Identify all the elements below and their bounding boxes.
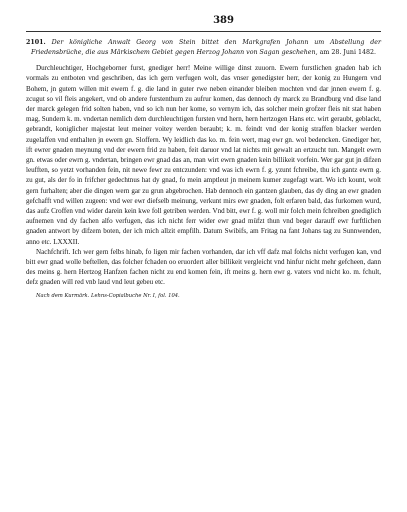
letter-paragraph: Durchleuchtiger, Hochgeborner furst, gnediger herr! Meine willige dinst zuuorn. Ewern furstlichen gnaden hab ich vormals zu entboten vnd geschriben, das ich gern verfugen wolt, das vnser genedigster herr, der konig zu Hungern vnd Bohem, jn gutem willen mit ewern f. g. die land in guter rwe neben einander bleiben mochten vnd dar jnnen ewern f. g. zcugut so vil fleis angekert, vnd ob andere furstenthum zu aufrur komen, das dennoch dy marck zu Brandburg vnd dise land der marck gelegen frid solten haben, vnd so ich nun her kome, so vernym ich, das solcher mein grofzer fleis nit stat haben mag, Sundern k. m. vndertan nemlich dem durchleuchtigen fursten vnd hern, hern hertzogen Hans etc. wirt geraubt, geblackt, gebrandt, koniglicher majestat leut meiner voitey werden beraubt; k. m. feindt vnd der konig straffen blacker werden zugelaffen vnd enthalten jn ewern gn. Sloffern. Wy leidlich das ko. m. fein wert, mag ewr gn. wol bedencken. Gnediger her, ift ewrer gnaden meynung vnd der ewern frid zu haben, feit daruor vnd lat nichts mit gewalt an ertzucht tun. Mangelt ewrn gn. etwas oder ewrn g. vndertan, bringen ewr gnad das an, man wirt ewrn gnaden kein billikeit vorfein. Wer gar gut jn difzen leufften, so yetzt vorhanden fein, nit newe fewr zu entczunden: vnd was ich ewrn f. g. yzunt fchreibe, thu ich gantz ewrn g. zu gut, als der fo in frifcher gedechtnus hat dy gnad, fo mein amptleut jn meinem kumer zugefagt wart. Wo ich kount, wolt gern furhalten; aber die dingen wern gar zu grun abgebrochen. Hab dennoch ein gantzen glauben, das dy ding an ewr gnaden gefchafft vnd willen zugeen: vnd wer ewr diefselb meinung, verkunt mirs ewr gnaden, folt erfaren bald, das furkomen wurd, das aufz Croffen vnd wider darein kein kwe foll getriben werden. Vnd bitt, ewr f. g. woll mir folch mein fchreiben gnediglich aufnemen vnd dy fachen alfo verfugen, das ich nicht ferr wider ewr gnad müfzt thun vnd beger darauff ewr furftlichen gnaden antwort by difzem boten, der ich mich allzit empfilh. Datum Swibifs, am Fritag na fant Johans tag zu Sunnwenden, anno etc. LXXXII.: [26, 64, 381, 246]
document-heading: [26, 38, 381, 57]
document-body: [26, 63, 381, 287]
source-note: Nach dem Kurmärk. Lehns-Copialbuche Nr. I, fol. 104.: [36, 292, 180, 299]
header-rule: [26, 31, 381, 32]
postscript-paragraph: Nachfchrift. Ich wer gern felbs hinab, fo ligen mir fachen vorhanden, dar ich vff dafz mal folchs nicht verfugen kan, vnd bitt ewr gnad wolle beftellen, das folcher fchaden oo eruordert aller billikeit vergleicht vnd hinfur nicht mehr gefcheen, dann des meins g. hern Hertzog Hanfzen fachen nicht zu end komen fein, ift meins g. hern ewr g. vaters vnd nicht ko. m. fchult, defz gnaden will red vnb laud vnd leut gebeu etc.: [26, 247, 381, 287]
page-number: 389: [213, 15, 234, 26]
document-date: am 28. Juni 1482.: [319, 48, 377, 56]
document-number: 2101.: [26, 39, 46, 46]
document-title: Der königliche Anwalt Georg von Stein bittet den Markgrafen Johann um Abstellung der Friedensbrüche, die aus Märkischem Gebiet gegen Herzog Johann von Sagan geschehen,: [30, 39, 381, 56]
